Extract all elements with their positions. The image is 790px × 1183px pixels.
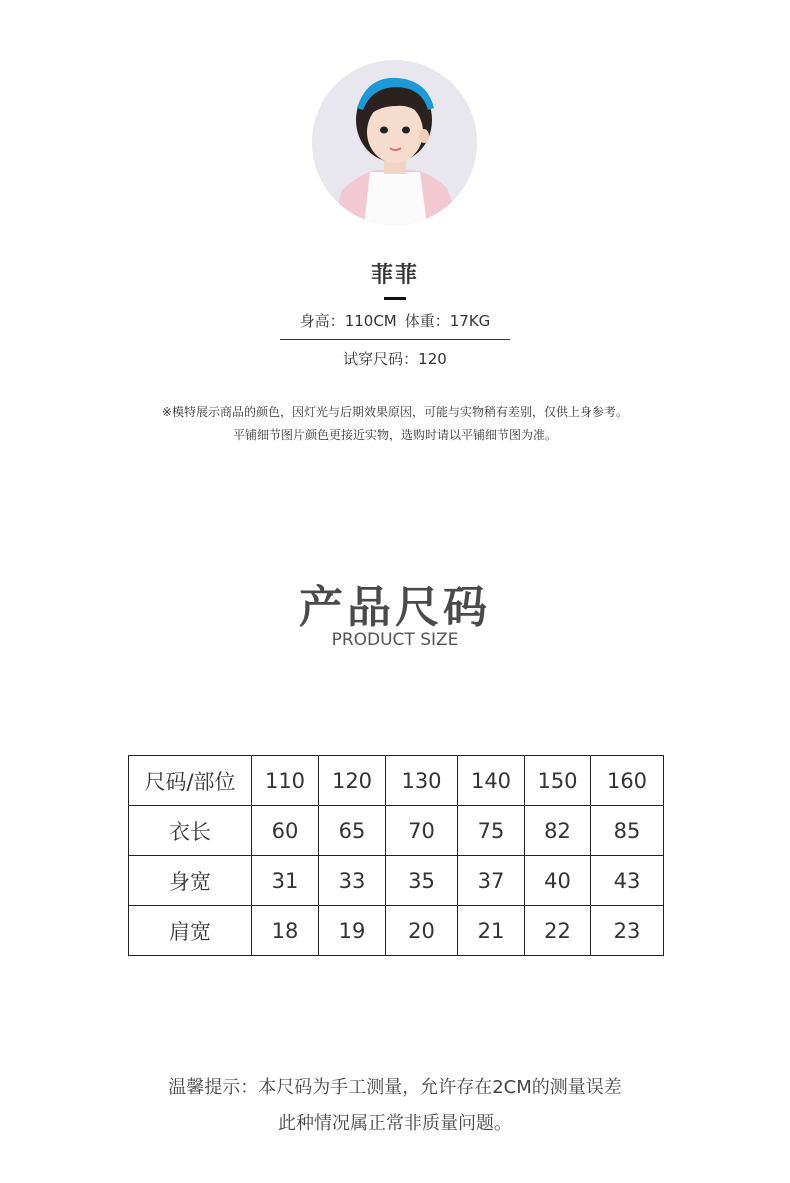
header-cell: 150 — [525, 756, 591, 806]
stats-divider — [280, 339, 510, 340]
table-row — [129, 906, 664, 956]
header-cell: 尺码/部位 — [129, 756, 252, 806]
name-underline — [384, 297, 406, 300]
section-title: 产品尺码 — [299, 582, 491, 633]
size-table — [128, 755, 664, 956]
header-cell: 140 — [458, 756, 525, 806]
header-cell: 120 — [319, 756, 386, 806]
table-row — [129, 806, 664, 856]
table-cell: 33 — [319, 856, 386, 906]
table-cell: 21 — [458, 906, 525, 956]
table-cell: 60 — [252, 806, 319, 856]
table-cell: 70 — [386, 806, 458, 856]
table-cell: 37 — [458, 856, 525, 906]
section-subtitle: PRODUCT SIZE — [331, 630, 459, 650]
table-cell: 18 — [252, 906, 319, 956]
tip-line1: 温馨提示：本尺码为手工测量，允许存在2CM的测量误差 — [168, 1077, 622, 1098]
tried-size: 试穿尺码：120 — [343, 350, 447, 368]
header-cell: 130 — [386, 756, 458, 806]
model-stats — [0, 310, 790, 331]
color-note-line2: 平铺细节图片颜色更接近实物，选购时请以平铺细节图为准。 — [232, 428, 557, 442]
color-note-line1: ※模特展示商品的颜色，因灯光与后期效果原因，可能与实物稍有差别，仅供上身参考。 — [161, 405, 629, 419]
table-cell: 23 — [591, 906, 664, 956]
table-cell: 85 — [591, 806, 664, 856]
row-label: 肩宽 — [129, 906, 252, 956]
header-cell: 110 — [252, 756, 319, 806]
table-header-row — [129, 756, 664, 806]
table-cell: 31 — [252, 856, 319, 906]
row-label: 身宽 — [129, 856, 252, 906]
table-cell: 75 — [458, 806, 525, 856]
table-cell: 43 — [591, 856, 664, 906]
table-cell: 65 — [319, 806, 386, 856]
model-height: 身高：110CM — [299, 312, 397, 330]
table-cell: 40 — [525, 856, 591, 906]
table-row — [129, 856, 664, 906]
model-weight: 体重：17KG — [404, 312, 491, 330]
table-cell: 20 — [386, 906, 458, 956]
table-cell: 19 — [319, 906, 386, 956]
table-cell: 22 — [525, 906, 591, 956]
model-avatar — [312, 60, 477, 225]
header-cell: 160 — [591, 756, 664, 806]
row-label: 衣长 — [129, 806, 252, 856]
table-cell: 82 — [525, 806, 591, 856]
model-name: 菲菲 — [370, 263, 419, 288]
table-cell: 35 — [386, 856, 458, 906]
tip-line2: 此种情况属正常非质量问题。 — [278, 1113, 512, 1134]
